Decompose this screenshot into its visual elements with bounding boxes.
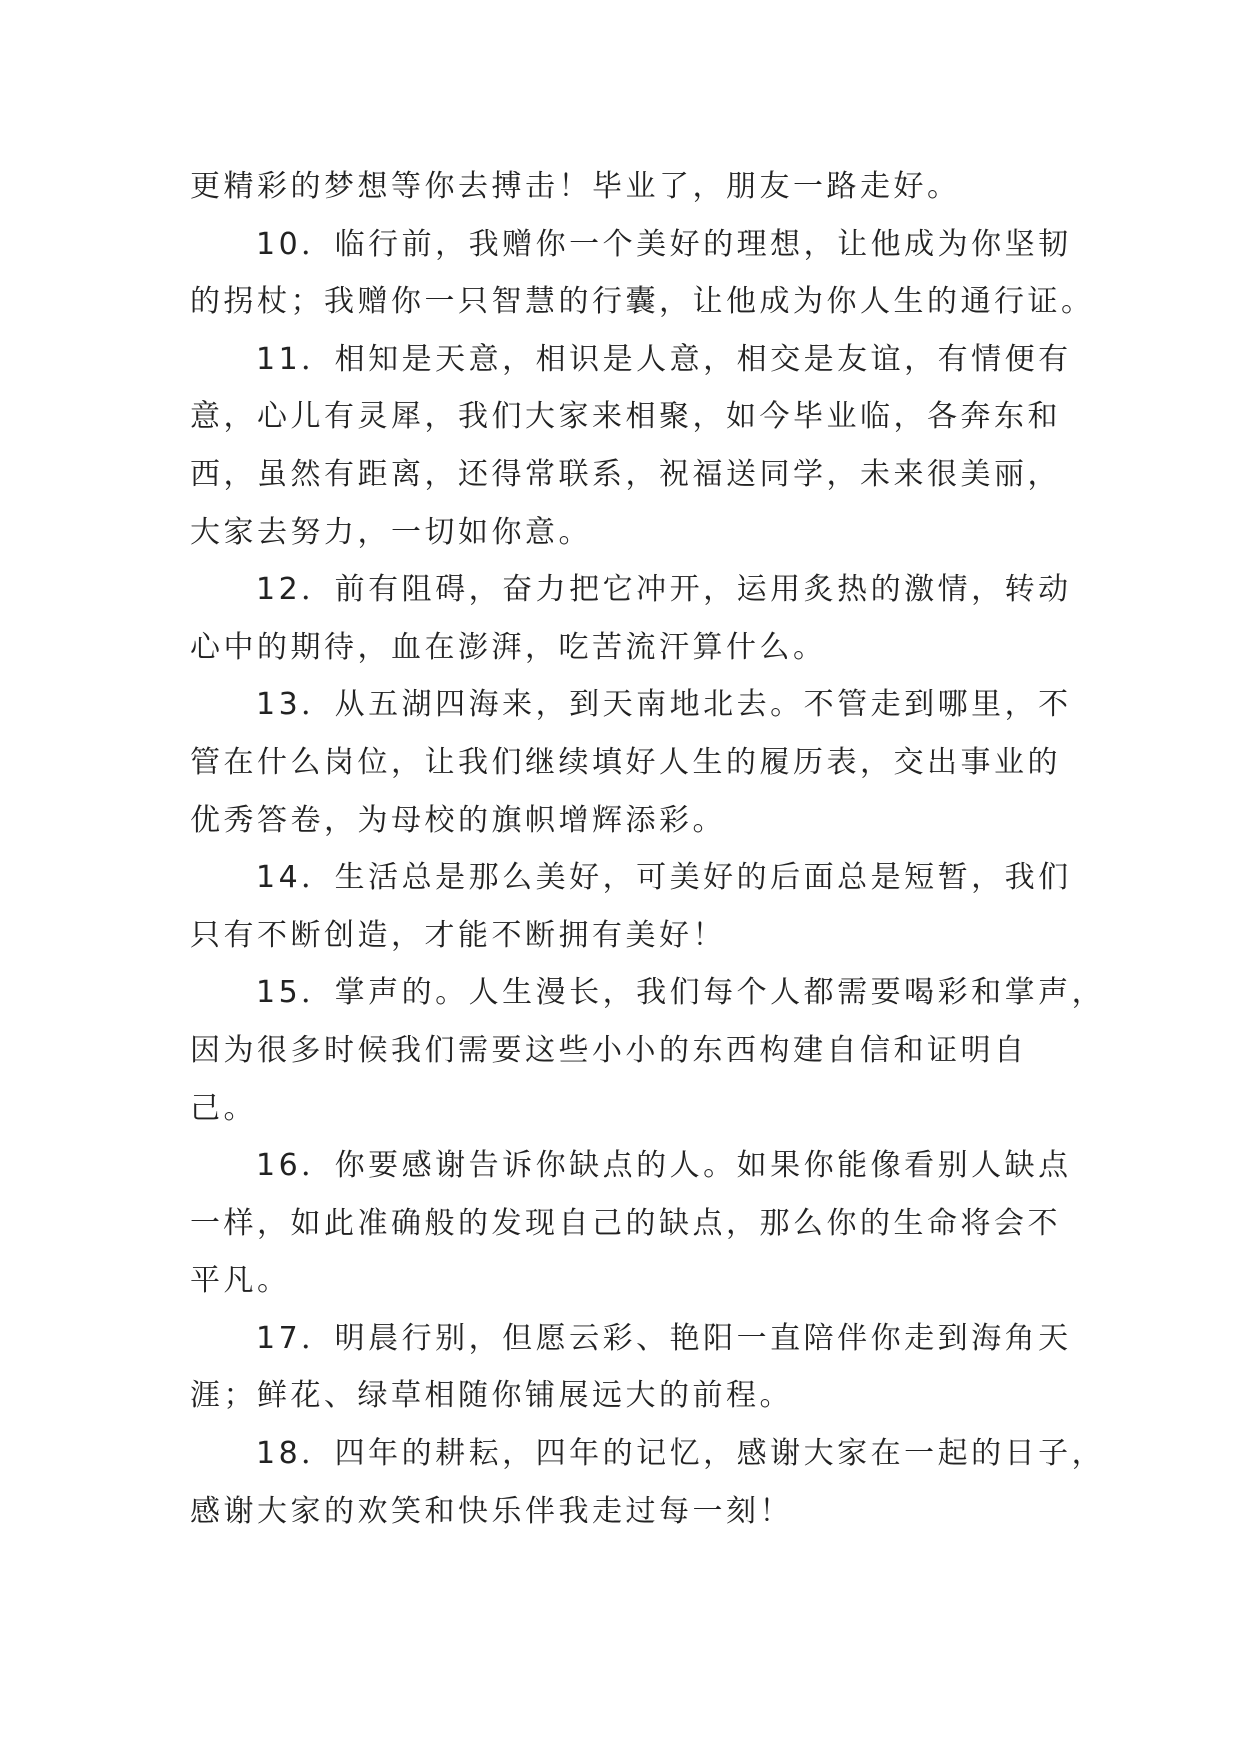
paragraph-continuation	[190, 158, 1050, 216]
paragraph-item-14	[190, 849, 1072, 964]
text-line: 因为很多时候我们需要这些小小的东西构建自信和证明自	[190, 1032, 1028, 1068]
text-line: 16．你要感谢告诉你缺点的人。如果你能像看别人缺点	[256, 1148, 1072, 1184]
text-line: 涯；鲜花、绿草相随你铺展远大的前程。	[190, 1378, 793, 1414]
text-line: 的拐杖；我赠你一只智慧的行囊，让他成为你人生的通行证。	[190, 284, 1095, 320]
paragraph-item-15	[190, 964, 1106, 1137]
text-line: 一样，如此准确般的发现自己的缺点，那么你的生命将会不	[190, 1205, 1061, 1241]
paragraph-item-18	[190, 1425, 1106, 1540]
text-line: 管在什么岗位，让我们继续填好人生的履历表，交出事业的	[190, 744, 1061, 780]
paragraph-item-13	[190, 676, 1072, 849]
text-line: 优秀答卷，为母校的旗帜增辉添彩。	[190, 802, 726, 838]
text-line: 18．四年的耕耘，四年的记忆，感谢大家在一起的日子，	[256, 1436, 1106, 1472]
text-line: 西，虽然有距离，还得常联系，祝福送同学，未来很美丽，	[190, 456, 1061, 492]
text-line: 平凡。	[190, 1263, 291, 1299]
text-line: 更精彩的梦想等你去搏击！毕业了，朋友一路走好。	[190, 169, 961, 204]
text-line: 心中的期待，血在澎湃，吃苦流汗算什么。	[190, 629, 827, 665]
text-line: 意，心儿有灵犀，我们大家来相聚，如今毕业临，各奔东和	[190, 399, 1061, 435]
paragraph-item-16	[190, 1137, 1072, 1310]
document-body	[190, 158, 1106, 1540]
text-line: 己。	[190, 1090, 257, 1126]
text-line: 10．临行前，我赠你一个美好的理想，让他成为你坚韧	[256, 226, 1072, 262]
text-line: 11．相知是天意，相识是人意，相交是友谊，有情便有	[256, 341, 1072, 377]
text-line: 14．生活总是那么美好，可美好的后面总是短暂，我们	[256, 860, 1072, 896]
paragraph-item-11	[190, 331, 1072, 561]
text-line: 15．掌声的。人生漫长，我们每个人都需要喝彩和掌声，	[256, 975, 1106, 1011]
paragraph-item-10	[190, 216, 1095, 331]
text-line: 13．从五湖四海来，到天南地北去。不管走到哪里，不	[256, 687, 1072, 723]
text-line: 感谢大家的欢笑和快乐伴我走过每一刻！	[190, 1493, 793, 1529]
paragraph-item-17	[190, 1310, 1072, 1425]
text-line: 大家去努力，一切如你意。	[190, 514, 592, 550]
text-line: 12．前有阻碍，奋力把它冲开，运用炙热的激情，转动	[256, 572, 1072, 608]
text-line: 17．明晨行别，但愿云彩、艳阳一直陪伴你走到海角天	[256, 1320, 1072, 1356]
text-line: 只有不断创造，才能不断拥有美好！	[190, 917, 726, 953]
paragraph-item-12	[190, 561, 1072, 676]
